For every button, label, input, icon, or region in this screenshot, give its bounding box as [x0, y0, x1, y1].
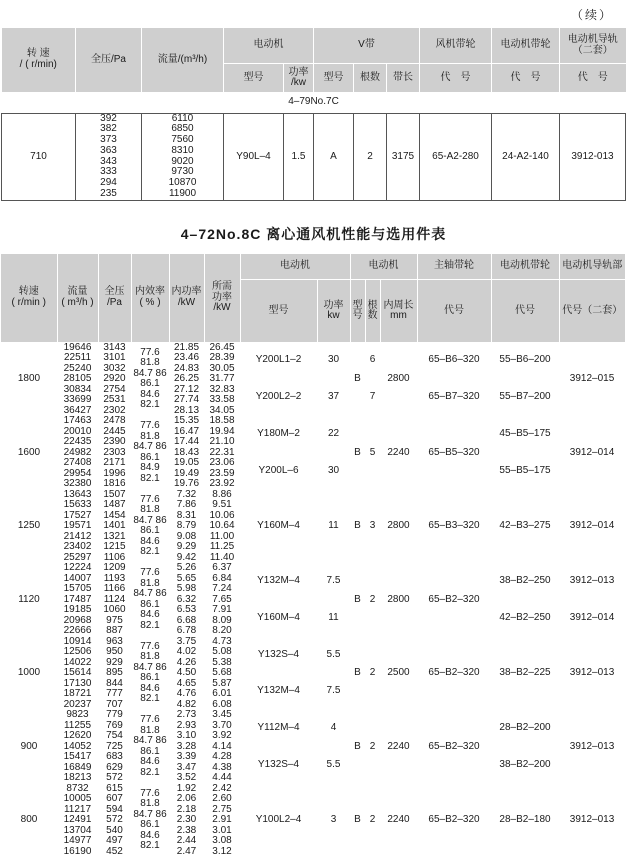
belt-model-cell: A — [314, 113, 354, 200]
rail-cell: 3912–014 — [569, 520, 615, 531]
motor-pulley-cell: 55–B6–200 — [499, 354, 551, 366]
motor-pulley-cell: 45–B5–175 — [499, 428, 551, 440]
belt-count-cell: 5 — [369, 446, 376, 458]
flow-cell: 19646 22511 25240 28105 30834 33699 36427 — [63, 341, 92, 416]
motor-model-cell: Y90L–4 — [224, 113, 284, 200]
rail-cell: 3912-013 — [560, 113, 626, 200]
motor-power-cell: 1.5 — [284, 113, 314, 200]
inner-power-cell: 21.85 23.46 24.83 26.25 27.12 27.74 28.13 — [173, 341, 200, 416]
motor-power-cell: 11 — [328, 520, 339, 531]
motor-model-cell: Y132S–4 — [257, 758, 300, 770]
pressure-cell: 392 382 373 363 343 333 294 235 — [76, 113, 142, 200]
belt-model-cell: B — [354, 740, 361, 752]
motor-power-cell: 5.5 — [326, 648, 341, 660]
motor-power-cell: 11 — [328, 611, 339, 623]
motor-power-cell: 37 — [327, 391, 340, 403]
req-power-cell: 18.58 19.94 21.10 22.31 23.06 23.59 23.92 — [209, 415, 235, 489]
hdr2-inner-power: 内功率 /kW — [169, 254, 204, 342]
rail-cell: 3912–013 — [569, 575, 615, 587]
flow-cell: 12224 14007 15705 17487 19185 20968 22666 — [63, 562, 92, 636]
motor-power-cell: 22 — [327, 428, 340, 440]
speed-cell: 1800 — [17, 373, 41, 384]
hdr-motor: 电动机 — [224, 28, 314, 64]
table-row — [1, 710, 625, 747]
hdr2-efficiency: 内效率 ( % ) — [131, 254, 169, 342]
rail-cell: 3912–014 — [569, 446, 615, 458]
efficiency-cell: 77.6 81.8 84.7 86 86.1 84.6 82.1 — [133, 346, 167, 411]
inner-power-cell: 3.75 4.02 4.26 4.50 4.65 4.76 4.82 — [176, 635, 197, 710]
inner-power-cell: 1.92 2.06 2.18 2.30 2.38 2.44 2.47 — [176, 782, 197, 857]
rail-cell: 3912–014 — [569, 611, 615, 623]
hdr2-rail: 电动机导轨部 — [559, 254, 625, 280]
rail-cell: 3912–013 — [569, 667, 615, 678]
pressure-cell: 1507 1487 1454 1401 1321 1215 1106 — [103, 488, 126, 563]
flow-cell: 13643 15633 17527 19571 21412 23402 25297 — [63, 488, 92, 563]
motor-model-cell: Y132M–4 — [257, 575, 300, 587]
hdr2-belt-count: 根 数 — [365, 280, 380, 343]
motor-power-cell: 7.5 — [326, 575, 341, 587]
req-power-cell: 26.45 28.39 30.05 31.77 32.83 33.58 34.05 — [209, 341, 235, 416]
belt-length-cell: 2800 — [387, 372, 410, 384]
req-power-cell: 2.42 2.60 2.75 2.91 3.01 3.08 3.12 — [212, 782, 232, 857]
hdr-fan-pulley-code: 代 号 — [420, 64, 492, 93]
hdr-belt-model: 型号 — [314, 64, 354, 93]
table-row — [1, 342, 625, 379]
motor-pulley-cell: 24-A2-140 — [492, 113, 560, 200]
pressure-cell: 615 607 594 572 540 497 452 — [106, 782, 123, 857]
motor-power-cell: 30 — [327, 464, 340, 476]
belt-count-cell: 7 — [369, 391, 376, 403]
hdr2-req-power: 所需 功率 /kW — [204, 254, 240, 342]
motor-pulley-cell: 38–B2–200 — [499, 758, 551, 770]
pressure-cell: 3143 3101 3032 2920 2754 2531 2302 — [103, 341, 126, 416]
belt-length-cell: 2240 — [387, 446, 410, 458]
table-row — [1, 637, 625, 674]
section-label: 4–79No.7C — [2, 92, 626, 113]
motor-model-cell: Y132M–4 — [257, 685, 300, 697]
efficiency-cell: 77.6 81.8 84.7 86 86.1 84.6 82.1 — [133, 714, 167, 778]
fan-table-479 — [1, 28, 626, 201]
motor-model-cell: Y132S–4 — [257, 648, 300, 660]
efficiency-cell: 77.6 81.8 84.7 86 86.1 84.6 82.1 — [133, 567, 167, 631]
motor-power-cell: 5.5 — [326, 758, 341, 770]
belt-model-cell: B — [354, 372, 361, 384]
motor-pulley-cell: 38–B2–225 — [499, 667, 551, 678]
req-power-cell: 8.86 9.51 10.06 10.64 11.00 11.25 11.40 — [209, 488, 235, 563]
motor-pulley-cell: 42–B2–250 — [499, 611, 551, 623]
hdr-motor-power: 功率 /kw — [284, 64, 314, 93]
belt-length-cell: 2800 — [387, 593, 410, 605]
speed-cell: 800 — [20, 814, 38, 825]
table-row — [1, 490, 625, 564]
hdr-motor-model: 型号 — [224, 64, 284, 93]
belt-count-cell: 2 — [369, 740, 376, 752]
hdr-rail: 电动机导轨 （二套） — [560, 28, 626, 64]
motor-model-cell: Y100L2–4 — [255, 814, 302, 825]
motor-model-cell: Y160M–4 — [257, 611, 300, 623]
hdr-rail-code: 代 号 — [560, 64, 626, 93]
hdr2-motor: 电动机 — [240, 254, 350, 280]
belt-model-cell: B — [354, 593, 361, 605]
motor-pulley-cell: 28–B2–200 — [499, 722, 551, 734]
hdr-belt-length: 带长 — [387, 64, 420, 93]
efficiency-cell: 77.6 81.8 84.7 86 86.1 84.6 82.1 — [133, 640, 167, 705]
table-row — [1, 416, 625, 453]
hdr-motor-pulley: 电动机带轮 — [492, 28, 560, 64]
table-row — [1, 563, 625, 600]
hdr-fan-pulley: 风机带轮 — [420, 28, 492, 64]
belt-length-cell: 2500 — [387, 667, 410, 678]
speed-cell: 1000 — [17, 667, 41, 678]
motor-model-cell: Y180M–2 — [257, 428, 300, 440]
table-row — [2, 113, 626, 200]
fan-table-472 — [1, 254, 625, 857]
motor-pulley-cell: 42–B3–275 — [499, 520, 551, 531]
belt-count-cell: 6 — [369, 354, 376, 366]
main-pulley-cell: 65–B6–320 — [428, 354, 480, 366]
hdr2-speed: 转速 ( r/min ) — [1, 254, 57, 342]
main-pulley-cell: 65–B2–320 — [428, 740, 480, 752]
flow-cell: 17463 20010 22435 24982 27408 29954 32380 — [63, 415, 92, 489]
req-power-cell: 6.37 6.84 7.24 7.65 7.91 8.09 8.20 — [212, 562, 232, 636]
motor-power-cell: 7.5 — [326, 685, 341, 697]
speed-cell: 900 — [20, 740, 38, 752]
rail-cell: 3912–013 — [569, 814, 615, 825]
motor-model-cell: Y112M–4 — [257, 722, 300, 734]
inner-power-cell: 5.26 5.65 5.98 6.32 6.53 6.68 6.78 — [176, 562, 197, 636]
hdr2-rail-code: 代号（二套） — [559, 280, 625, 343]
pressure-cell: 779 769 754 725 683 629 572 — [106, 709, 123, 783]
hdr-vbelt: V带 — [314, 28, 420, 64]
hdr-belt-count: 根数 — [354, 64, 387, 93]
speed-cell: 1250 — [17, 520, 41, 531]
hdr2-motor-power: 功率 kw — [317, 280, 350, 343]
belt-length-cell: 2800 — [387, 520, 410, 531]
belt-model-cell: B — [354, 446, 361, 458]
motor-pulley-cell: 28–B2–180 — [499, 814, 551, 825]
speed-cell: 710 — [2, 113, 76, 200]
speed-cell: 1600 — [17, 446, 41, 458]
hdr-pressure: 全压/Pa — [76, 28, 142, 92]
belt-model-cell: B — [354, 667, 361, 678]
hdr2-belt-model: 型 号 — [350, 280, 365, 343]
motor-power-cell: 3 — [330, 814, 337, 825]
continued-label: （续） — [570, 8, 613, 22]
hdr2-pressure: 全压 /Pa — [98, 254, 131, 342]
hdr-motor-pulley-code: 代 号 — [492, 64, 560, 93]
hdr-flow: 流量/(m³/h) — [142, 28, 224, 92]
inner-power-cell: 15.35 16.47 17.44 18.43 19.05 19.49 19.76 — [173, 415, 200, 489]
inner-power-cell: 2.73 2.93 3.10 3.28 3.39 3.47 3.52 — [176, 709, 197, 783]
efficiency-cell: 77.6 81.8 84.7 86 86.1 84.6 82.1 — [133, 493, 167, 558]
flow-cell: 6110 6850 7560 8310 9020 9730 10870 11900 — [142, 113, 224, 200]
belt-model-cell: B — [354, 814, 361, 825]
motor-model-cell: Y200L–6 — [258, 464, 299, 476]
req-power-cell: 3.45 3.70 3.92 4.14 4.28 4.38 4.44 — [212, 709, 232, 783]
efficiency-cell: 77.6 81.8 84.7 86 86.1 84.6 82.1 — [133, 787, 167, 852]
main-pulley-cell: 65–B5–320 — [428, 446, 480, 458]
hdr2-motor-pulley-code: 代号 — [491, 280, 559, 343]
hdr2-main-pulley: 主轴带轮 — [417, 254, 491, 280]
belt-model-cell: B — [354, 520, 361, 531]
flow-cell: 10914 12506 14022 15614 17130 18721 20237 — [63, 635, 92, 710]
belt-length-cell: 3175 — [387, 113, 420, 200]
speed-cell: 1120 — [18, 593, 40, 605]
belt-count-cell: 2 — [369, 814, 376, 825]
main-pulley-cell: 65–B3–320 — [428, 520, 480, 531]
belt-count-cell: 2 — [354, 113, 387, 200]
flow-cell: 8732 10005 11217 12491 13704 14977 16190 — [63, 782, 92, 857]
hdr2-motor-model: 型号 — [240, 280, 317, 343]
motor-model-cell: Y160M–4 — [257, 520, 300, 531]
motor-power-cell: 4 — [330, 722, 337, 734]
hdr-speed: 转 速 / ( r/min) — [2, 28, 76, 92]
belt-count-cell: 2 — [369, 593, 376, 605]
hdr2-motor2: 电动机 — [350, 254, 417, 280]
motor-model-cell: Y200L1–2 — [255, 354, 302, 366]
hdr2-main-pulley-code: 代号 — [417, 280, 491, 343]
motor-pulley-cell: 55–B7–200 — [499, 391, 551, 403]
hdr2-flow: 流量 ( m³/h ) — [57, 254, 98, 342]
belt-count-cell: 2 — [369, 667, 376, 678]
flow-cell: 9823 11255 12620 14052 15417 16849 18213 — [63, 709, 92, 783]
pressure-cell: 963 950 929 895 844 777 707 — [106, 635, 123, 710]
efficiency-cell: 77.6 81.8 84.7 86 86.1 84.9 82.1 — [133, 420, 167, 484]
hdr2-belt-length: 内周长 mm — [380, 280, 417, 343]
belt-length-cell: 2240 — [387, 740, 410, 752]
motor-model-cell: Y200L2–2 — [255, 391, 302, 403]
fan-pulley-cell: 65-A2-280 — [420, 113, 492, 200]
pressure-cell: 1209 1193 1166 1124 1060 975 887 — [103, 562, 126, 636]
motor-pulley-cell: 55–B5–175 — [499, 464, 551, 476]
motor-power-cell: 30 — [327, 354, 340, 366]
hdr2-motor-pulley: 电动机带轮 — [491, 254, 559, 280]
inner-power-cell: 7.32 7.86 8.31 8.79 9.08 9.29 9.42 — [176, 488, 197, 563]
pressure-cell: 2478 2445 2390 2303 2171 1996 1816 — [103, 415, 126, 489]
req-power-cell: 4.73 5.08 5.38 5.68 5.87 6.01 6.08 — [212, 635, 232, 710]
motor-pulley-cell: 38–B2–250 — [499, 575, 551, 587]
belt-count-cell: 3 — [369, 520, 376, 531]
table2-title: 4–72No.8C 离心通风机性能与选用件表 — [180, 226, 447, 242]
table-row — [1, 784, 625, 858]
main-pulley-cell: 65–B2–320 — [428, 814, 480, 825]
main-pulley-cell: 65–B7–320 — [428, 391, 480, 403]
rail-cell: 3912–015 — [569, 372, 615, 384]
main-pulley-cell: 65–B2–320 — [428, 667, 480, 678]
main-pulley-cell: 65–B2–320 — [428, 593, 480, 605]
rail-cell: 3912–013 — [569, 740, 615, 752]
belt-length-cell: 2240 — [387, 814, 410, 825]
